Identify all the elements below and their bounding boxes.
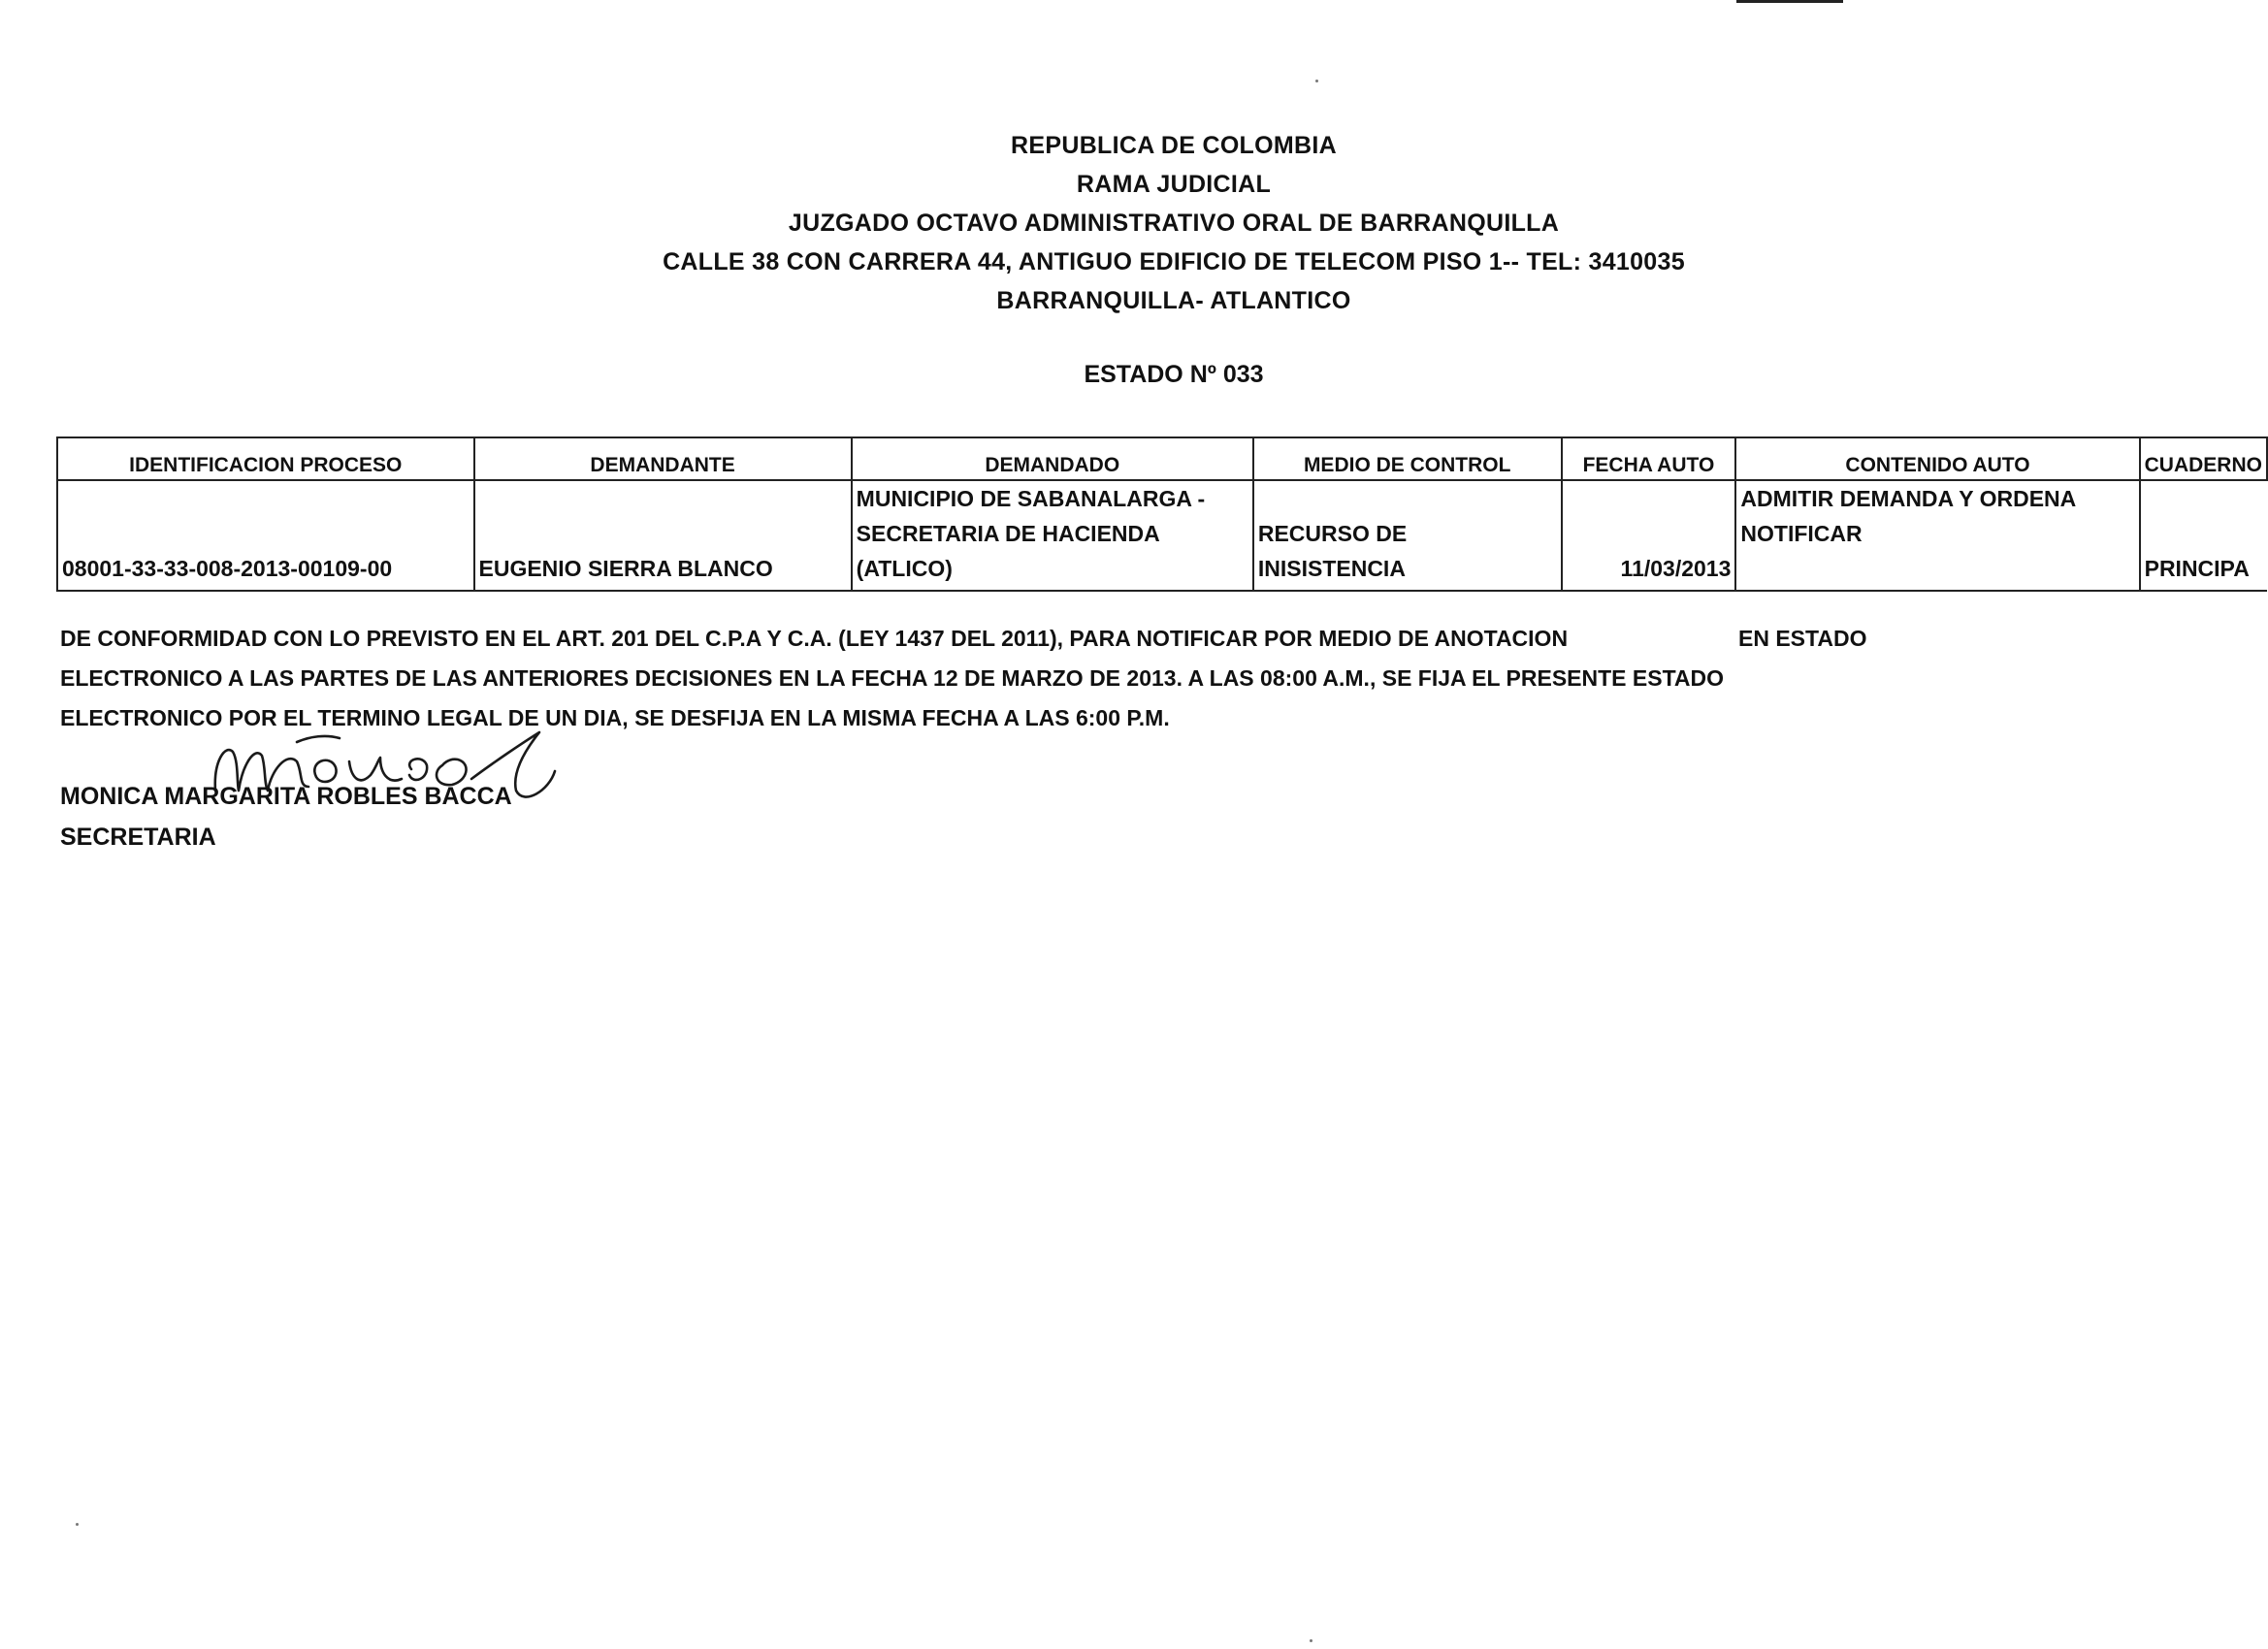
document-header [0,126,2268,320]
notice-aside: EN ESTADO [1738,626,1867,651]
column-header: DEMANDADO [852,437,1253,480]
header-branch: RAMA JUDICIAL [1076,171,1272,198]
signature-block [60,776,512,857]
header-address: CALLE 38 CON CARRERA 44, ANTIGUO EDIFICIO DE TELECOM PISO 1-- TEL: 3410035 [663,248,1685,275]
table-row [57,480,2267,591]
column-header: FECHA AUTO [1562,437,1736,480]
scan-speck [1315,80,1318,82]
column-header: CONTENIDO AUTO [1735,437,2139,480]
cell-demandado: MUNICIPIO DE SABANALARGA - SECRETARIA DE HACIENDA (ATLICO) [852,480,1253,591]
column-header: CUADERNO [2140,437,2267,480]
cell-medio-control: RECURSO DE INISISTENCIA [1253,480,1562,591]
scan-speck [1310,1639,1312,1642]
estado-title: ESTADO Nº 033 [1084,361,1264,388]
docket-table [56,436,2268,592]
column-header: IDENTIFICACION PROCESO [57,437,474,480]
cell-cuaderno: PRINCIPA [2140,480,2267,591]
cell-identificacion: 08001-33-33-008-2013-00109-00 [57,480,474,591]
cell-demandante: EUGENIO SIERRA BLANCO [474,480,852,591]
table-header-row [57,437,2267,480]
column-header: DEMANDANTE [474,437,852,480]
cell-fecha-auto: 11/03/2013 [1562,480,1736,591]
scan-speck [76,1523,79,1526]
cell-contenido-auto: ADMITIR DEMANDA Y ORDENA NOTIFICAR [1735,480,2139,591]
header-city: BARRANQUILLA- ATLANTICO [996,287,1351,314]
signer-name: MONICA MARGARITA ROBLES BACCA [60,783,512,810]
top-scan-rule [1736,0,1843,3]
header-court: JUZGADO OCTAVO ADMINISTRATIVO ORAL DE BARRANQUILLA [788,210,1560,237]
signature-stroke [297,736,340,742]
header-country: REPUBLICA DE COLOMBIA [1011,132,1337,159]
notice-paragraph: DE CONFORMIDAD CON LO PREVISTO EN EL ART. 201 DEL C.P.A Y C.A. (LEY 1437 DEL 2011), PARA NOTIFICAR POR MEDIO DE ANOTACION ELECTRONICO A LAS PARTES DE LAS ANTERIORES DECISIONES EN LA FECHA 12 DE MARZO DE 2013. A LAS 08:00 A.M., SE FIJA EL PRESENTE ESTADO ELECTRONICO POR EL TERMINO LEGAL DE UN DIA, SE DESFIJA EN LA MISMA FECHA A LAS 6:00 P.M. [60,626,1725,730]
column-header: MEDIO DE CONTROL [1253,437,1562,480]
signer-title: SECRETARIA [60,824,216,851]
